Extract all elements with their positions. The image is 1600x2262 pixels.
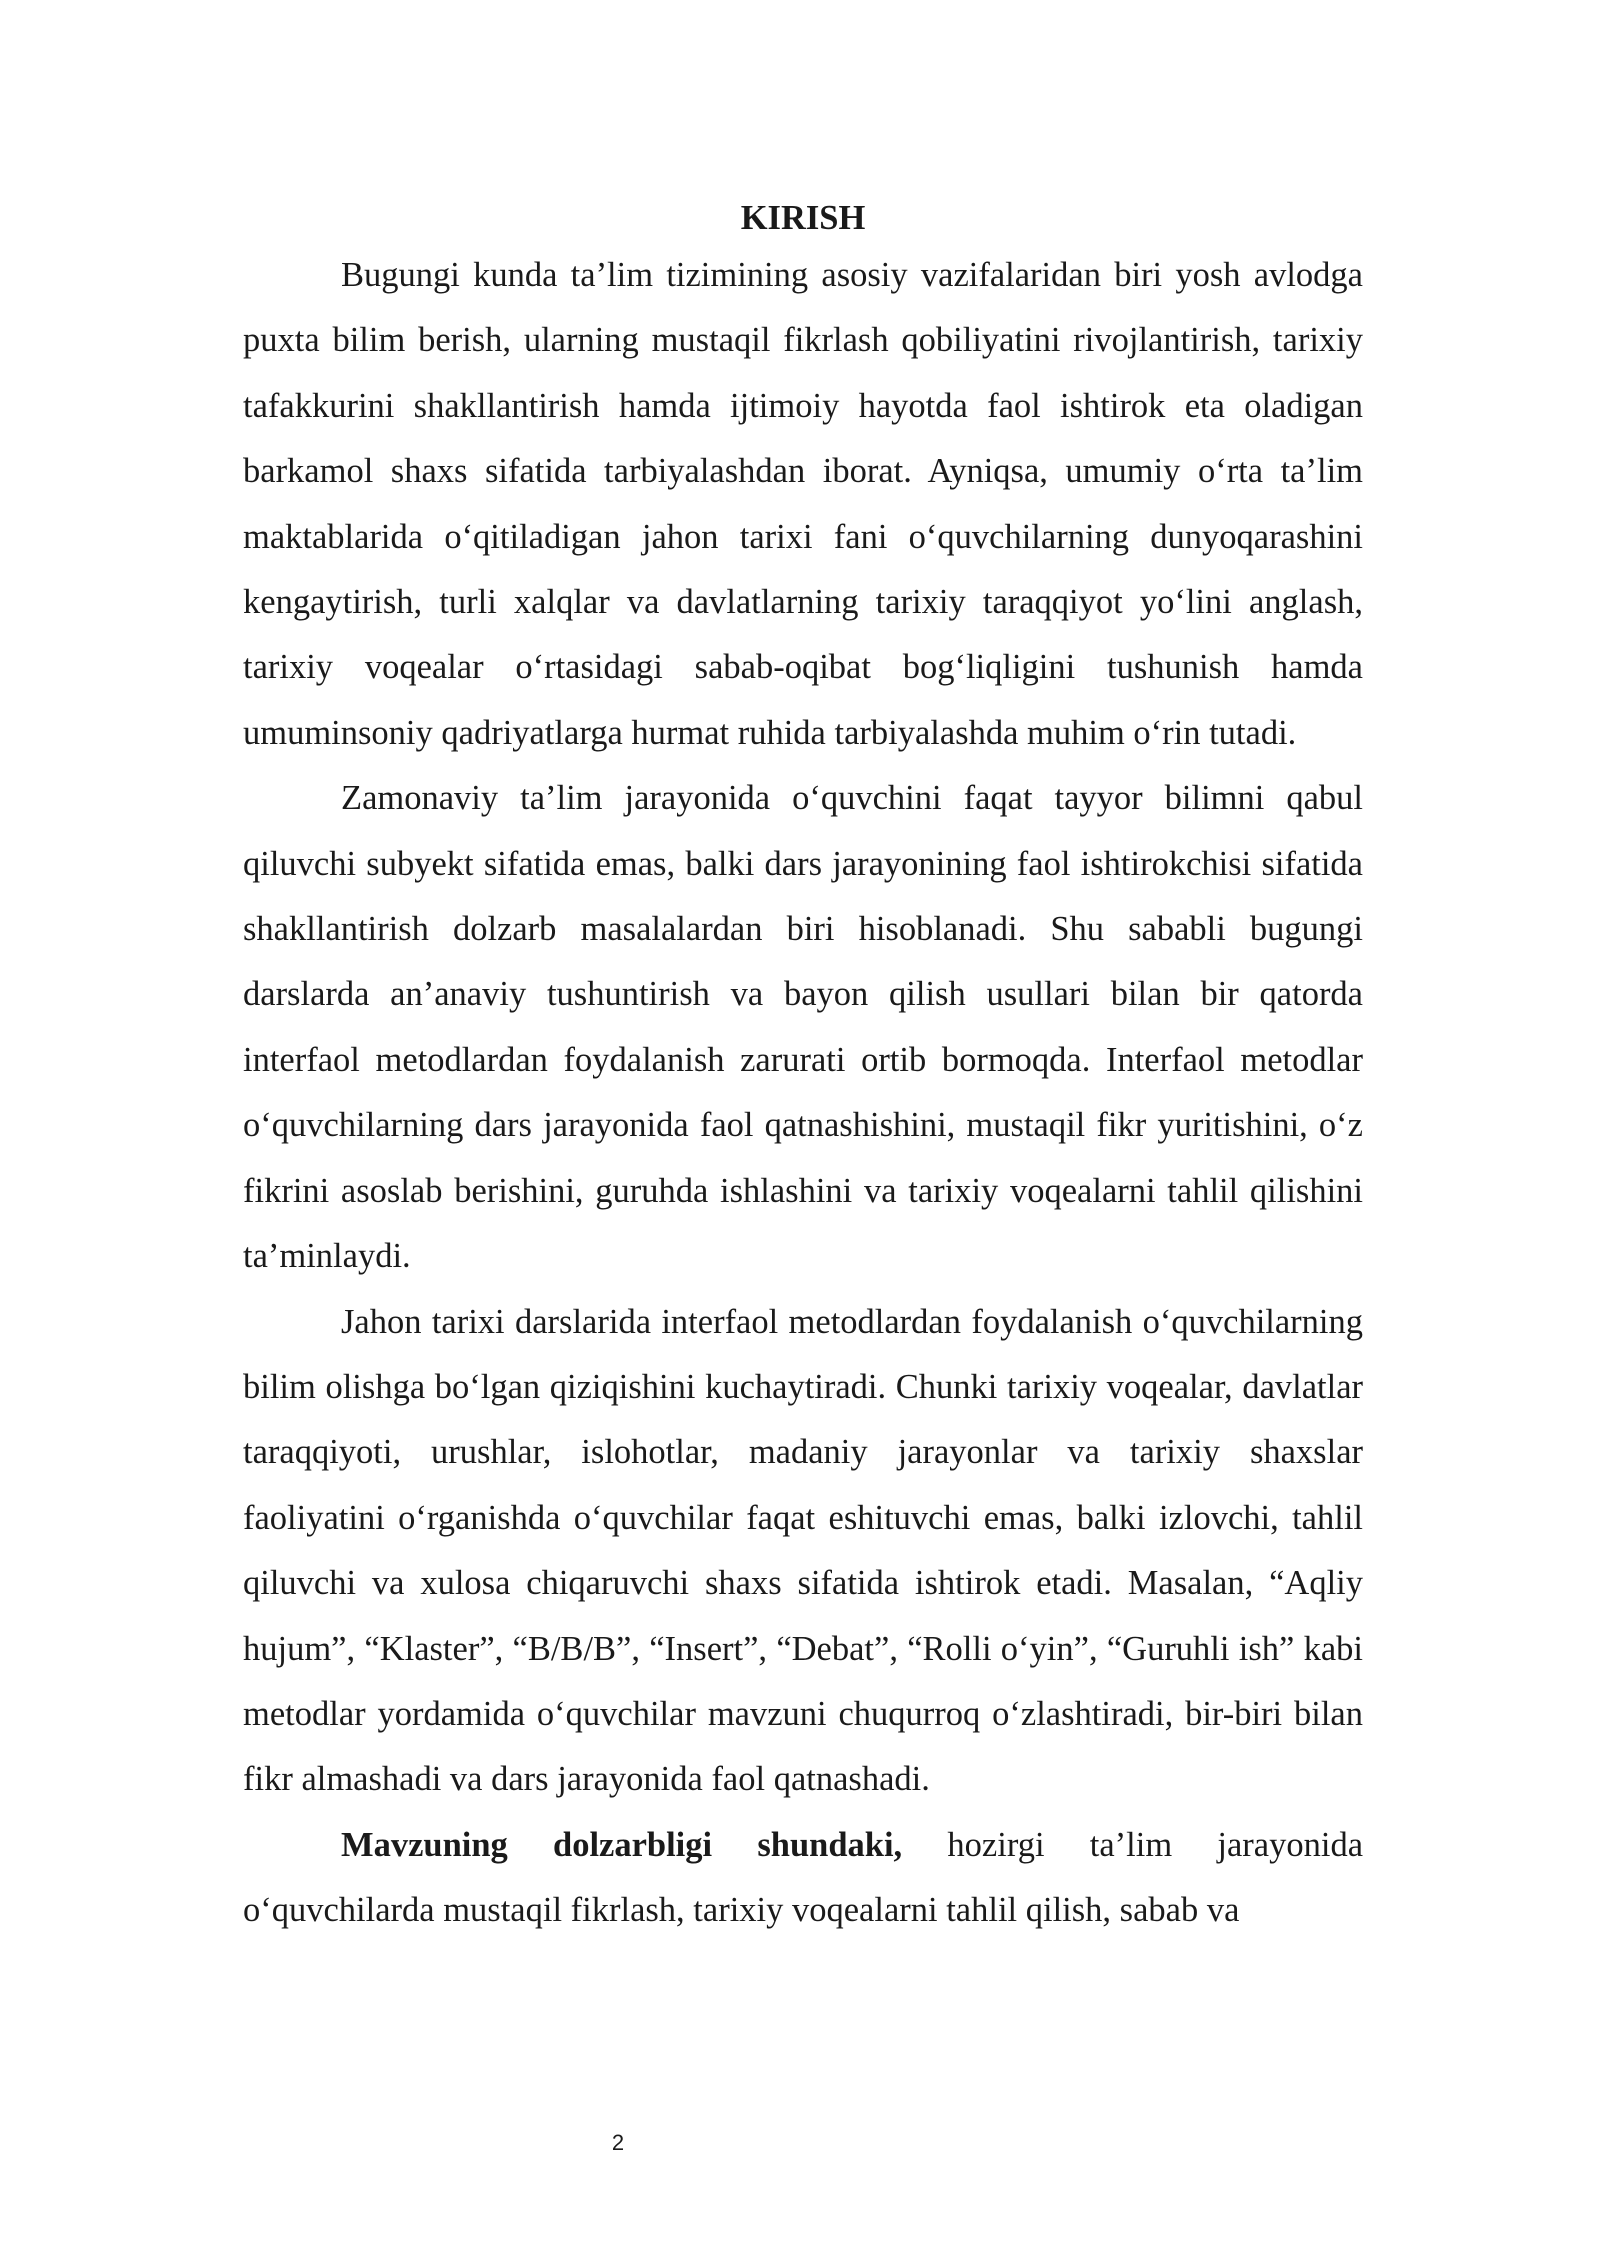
relevance-lead: Mavzuning dolzarbligi shundaki,	[341, 1825, 903, 1864]
page-number: 2	[611, 2130, 625, 2155]
paragraph-relevance	[243, 1813, 1363, 1944]
page-content	[243, 193, 1363, 1944]
relevance-text: hozirgi ta’lim jarayonida o‘quvchilarda mustaqil fikrlash, tarixiy voqealarni tahlil qilish, sabab va	[243, 1825, 1364, 1930]
section-heading: KIRISH	[740, 199, 866, 237]
paragraph-intro: Bugungi kunda ta’lim tizimining asosiy vazifalaridan biri yosh avlodga puxta bilim berish, ularning mustaqil fikrlash qobiliyatini rivojlantirish, tarixiy tafakkurini shakllantirish hamda ijtimoiy hayotda faol ishtirok eta oladigan barkamol shaxs sifatida tarbiyalashdan iborat. Ayniqsa, umumiy o‘rta ta’lim maktablarida o‘qitiladigan jahon tarixi fani o‘quvchilarning dunyoqarashini kengaytirish, turli xalqlar va davlatlarning tarixiy taraqqiyot yo‘lini anglash, tarixiy voqealar o‘rtasidagi sabab-oqibat bog‘liqligini tushunish hamda umuminsoniy qadriyatlarga hurmat ruhida tarbiyalashda muhim o‘rin tutadi.	[243, 256, 1363, 752]
paragraph-modern-education: Zamonaviy ta’lim jarayonida o‘quvchini faqat tayyor bilimni qabul qiluvchi subyekt sifatida emas, balki dars jarayonining faol ishtirokchisi sifatida shakllantirish dolzarb masalalardan biri hisoblanadi. Shu sababli bugungi darslarda an’anaviy tushuntirish va bayon qilish usullari bilan bir qatorda interfaol metodlardan foydalanish zarurati ortib bormoqda. Interfaol metodlar o‘quvchilarning dars jarayonida faol qatnashishini, mustaqil fikr yuritishini, o‘z fikrini asoslab berishini, guruhda ishlashini va tarixiy voqealarni tahlil qilishini ta’minlaydi.	[243, 779, 1363, 1276]
paragraph-interactive-methods: Jahon tarixi darslarida interfaol metodlardan foydalanish o‘quvchilarning bilim olishga bo‘lgan qiziqishini kuchaytiradi. Chunki tarixiy voqealar, davlatlar taraqqiyoti, urushlar, islohotlar, madaniy jarayonlar va tarixiy shaxslar faoliyatini o‘rganishda o‘quvchilar faqat eshituvchi emas, balki izlovchi, tahlil qiluvchi va xulosa chiqaruvchi shaxs sifatida ishtirok etadi. Masalan, “Aqliy hujum”, “Klaster”, “B/B/B”, “Insert”, “Debat”, “Rolli o‘yin”, “Guruhli ish” kabi metodlar yordamida o‘quvchilar mavzuni chuqurroq o‘zlashtiradi, bir-biri bilan fikr almashadi va dars jarayonida faol qatnashadi.	[243, 1302, 1363, 1799]
